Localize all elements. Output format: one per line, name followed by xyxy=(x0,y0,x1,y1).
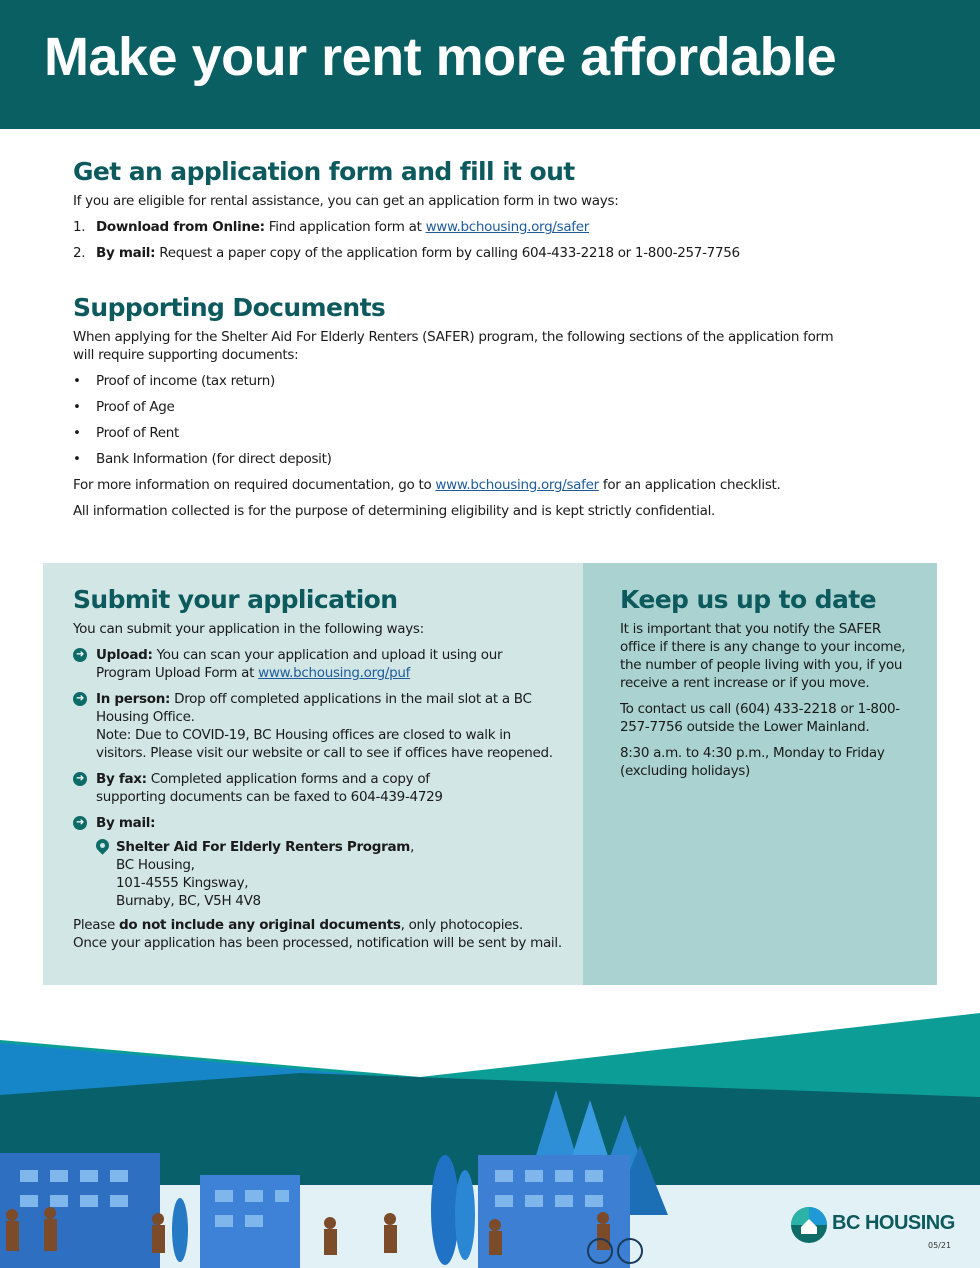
arrow-right-icon: ➜ xyxy=(73,648,87,662)
list-number: 1. xyxy=(73,219,86,235)
safer-link[interactable]: www.bchousing.org/safer xyxy=(435,477,599,493)
address-line: BC Housing, xyxy=(116,857,195,873)
address-line: Burnaby, BC, V5H 4V8 xyxy=(116,893,261,909)
list-item: • Proof of Age xyxy=(73,399,175,415)
address-name: Shelter Aid For Elderly Renters Program xyxy=(116,839,411,855)
application-intro: If you are eligible for rental assistance, you can get an application form in two ways: xyxy=(73,193,619,209)
documents-heading: Supporting Documents xyxy=(73,293,386,322)
covid-note: Note: Due to COVID-19, BC Housing offices are closed to walk in visitors. Please visit our website or call to see if offices have reopened. xyxy=(96,727,553,761)
bullet-icon: • xyxy=(73,373,81,389)
puf-link[interactable]: www.bchousing.org/puf xyxy=(258,665,411,681)
address-line: 101-4555 Kingsway, xyxy=(116,875,249,891)
list-item: • Bank Information (for direct deposit) xyxy=(73,451,332,467)
update-paragraph: It is important that you notify the SAFER office if there is any change to your income, the number of people living with you, if you receive a rent increase or if you move. xyxy=(620,621,906,691)
list-text: Find application form at xyxy=(264,219,426,235)
arrow-right-icon: ➜ xyxy=(73,772,87,786)
confidential-note: All information collected is for the purpose of determining eligibility and is kept strictly confidential. xyxy=(73,503,716,519)
more-info: For more information on required documentation, go to www.bchousing.org/safer for an application checklist. xyxy=(73,477,781,493)
update-heading: Keep us up to date xyxy=(620,585,876,614)
application-section xyxy=(73,157,863,270)
list-item: • Proof of income (tax return) xyxy=(73,373,276,389)
hours-paragraph: 8:30 a.m. to 4:30 p.m., Monday to Friday (excluding holidays) xyxy=(620,745,885,779)
processed-note: Once your application has been processed, notification will be sent by mail. xyxy=(73,935,562,951)
bc-housing-logo-icon xyxy=(790,1206,828,1244)
update-panel xyxy=(583,563,937,985)
fax-item: ➜ By fax: Completed application forms and a copy of supporting documents can be faxed to 604-439-4729 xyxy=(73,770,503,806)
header-banner xyxy=(0,0,980,129)
safer-link[interactable]: www.bchousing.org/safer xyxy=(425,219,590,235)
mail-item: ➜ By mail: xyxy=(73,814,573,832)
arrow-right-icon: ➜ xyxy=(73,816,87,830)
submit-intro: You can submit your application in the following ways: xyxy=(73,621,424,637)
documents-intro: When applying for the Shelter Aid For Elderly Renters (SAFER) program, the following sections of the application form will require supporting documents: xyxy=(73,329,834,363)
contact-paragraph: To contact us call (604) 433-2218 or 1-800-257-7756 outside the Lower Mainland. xyxy=(620,701,900,735)
list-label: Download from Online: xyxy=(96,219,265,235)
list-label: By mail: xyxy=(96,245,156,261)
bullet-icon: • xyxy=(73,425,81,441)
in-person-item: ➜ In person: Drop off completed applications in the mail slot at a BC Housing Office. Note: Due to COVID-19, BC Housing offices are closed to walk in visitors. Please visit our website or call to see if offices have reopened. xyxy=(73,690,553,762)
list-number: 2. xyxy=(73,245,86,261)
documents-list xyxy=(73,372,853,476)
bullet-icon: • xyxy=(73,399,81,415)
documents-section xyxy=(73,293,853,520)
brand-name: BC HOUSING xyxy=(832,1212,955,1234)
application-list xyxy=(73,218,863,270)
document-code: 05/21 xyxy=(928,1241,952,1250)
upload-item: ➜ Upload: You can scan your application and upload it using our Program Upload Form at www.bchousing.org/puf xyxy=(73,646,553,682)
bullet-icon: • xyxy=(73,451,81,467)
list-item xyxy=(73,218,863,244)
arrow-right-icon: ➜ xyxy=(73,692,87,706)
page-title: Make your rent more affordable xyxy=(44,27,837,87)
location-pin-icon xyxy=(93,836,111,854)
list-item xyxy=(73,244,863,270)
list-text: Request a paper copy of the application form by calling 604-433-2218 or 1-800-257-7756 xyxy=(155,245,740,261)
original-docs-note: Please do not include any original documents, only photocopies. xyxy=(73,917,523,933)
submit-heading: Submit your application xyxy=(73,585,398,614)
mailing-address: Shelter Aid For Elderly Renters Program, BC Housing, 101-4555 Kingsway, Burnaby, BC, V5H 4V8 xyxy=(96,838,573,910)
application-heading: Get an application form and fill it out xyxy=(73,157,575,186)
submit-panel xyxy=(43,563,583,985)
list-item: • Proof of Rent xyxy=(73,425,180,441)
